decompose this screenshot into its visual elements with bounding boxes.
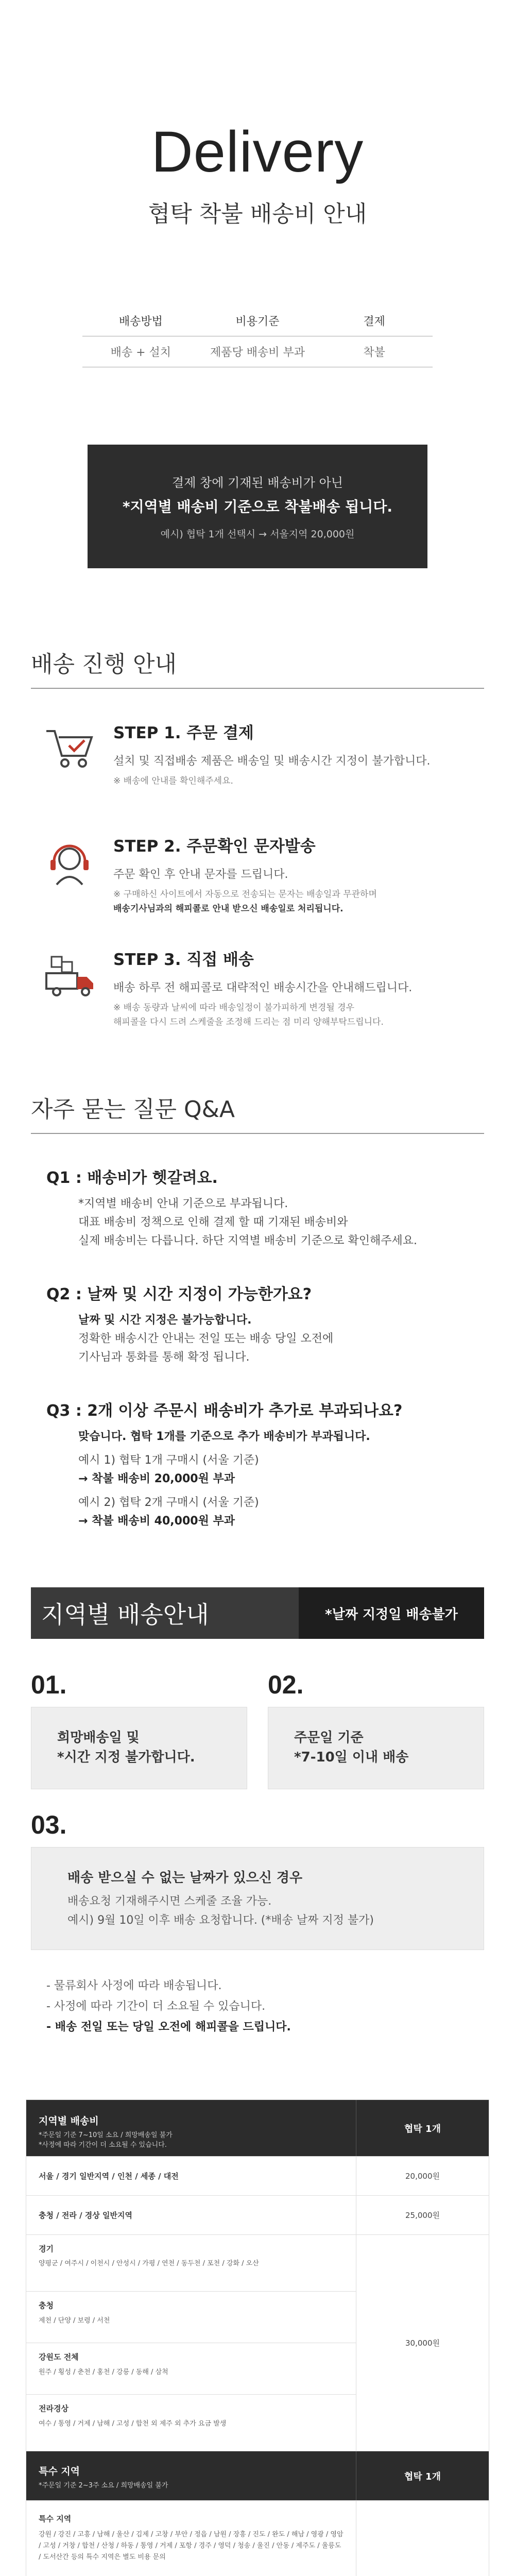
- summary-header-row: [82, 306, 433, 336]
- region-banner: [31, 1587, 484, 1639]
- process-title: 배송 진행 안내: [31, 651, 177, 677]
- price-row-1: [26, 2157, 489, 2196]
- region-card-1-l1: 희망배송일 및: [57, 1730, 140, 1745]
- special-head-l2: *주문일 기준 2~3주 소요 / 희망배송일 불가: [39, 2482, 168, 2489]
- region-card-2-l2: *7-10일 이내 배송: [294, 1750, 409, 1765]
- region-card-3: [31, 1810, 484, 1950]
- notice-line-3: 예시) 협탁 1개 선택시 → 서울지역 20,000원: [160, 529, 355, 540]
- region-card-1: [31, 1670, 247, 1789]
- group-gyeonggi: [26, 2235, 356, 2292]
- summary-table: [82, 306, 433, 367]
- faq-q1-a2: 대표 배송비 정책으로 인해 결제 할 때 기재된 배송비와: [78, 1216, 348, 1229]
- faq-q2-answer: [78, 1311, 515, 1367]
- special-desc: 강원 / 강진 / 고흥 / 남해 / 울산 / 김제 / 고창 / 부안 / 정읍 / 남원 / 장흥 / 진도 / 완도 / 해남 / 영광 / 영암 / 고성 / 거창 / 합천 / 산청 / 하동 / 통영 / 거제 / 포항 / 경주 / 영덕 / 청송 / 울진 / 안동 / 제주도 / 울릉도 / 도서산간 등의 특수 지역은 별도 비용 문의: [39, 2531, 344, 2561]
- faq-divider: [31, 1133, 484, 1134]
- faq-q1-a1: *지역별 배송비 안내 기준으로 부과됩니다.: [78, 1197, 288, 1210]
- special-head-l1: 특수 지역: [39, 2466, 80, 2477]
- faq-q3-example-2-result: → 착불 배송비 40,000원 부과: [78, 1515, 235, 1528]
- region-card-1-l2: *시간 지정 불가합니다.: [57, 1750, 195, 1765]
- page-header: [0, 0, 515, 228]
- region-card-1-num: 01.: [31, 1670, 67, 1699]
- faq-q3-question: Q3 : 2개 이상 주문시 배송비가 추가로 부과되나요?: [46, 1402, 403, 1420]
- summary-header-cost: 비용기준: [199, 306, 316, 336]
- price-row-1-value: 20,000원: [356, 2157, 489, 2195]
- group-gangwon-desc: 원주 / 횡성 / 춘천 / 홍천 / 강릉 / 동해 / 삼척: [39, 2368, 168, 2376]
- region-card-3-l3: 예시) 9월 10일 이후 배송 요청합니다. (*배송 날짜 지정 불가): [67, 1914, 374, 1927]
- step-3-note-2: 해피콜을 다시 드려 스케줄을 조정해 드리는 점 미리 양해부탁드립니다.: [113, 1017, 384, 1027]
- step-1-desc: 설치 및 직접배송 제품은 배송일 및 배송시간 지정이 불가합니다.: [113, 755, 431, 768]
- region-cards-row: [31, 1670, 484, 1789]
- special-row: [26, 2501, 489, 2576]
- step-2-title: STEP 2. 주문확인 문자발송: [113, 837, 316, 856]
- faq-q1-question: Q1 : 배송비가 헷갈려요.: [46, 1169, 218, 1187]
- step-1-note: ※ 배송에 안내를 확인해주세요.: [113, 776, 233, 786]
- special-value: [356, 2501, 489, 2576]
- group-gyeonggi-desc: 양평군 / 여주시 / 이천시 / 안성시 / 가평 / 연천 / 동두천 / 포천 / 강화 / 오산: [39, 2260, 259, 2267]
- region-card-3-l1: 배송 받으실 수 없는 날짜가 있으신 경우: [67, 1870, 303, 1886]
- special-cell: [26, 2501, 356, 2576]
- faq-q1-a3: 실제 배송비는 다릅니다. 하단 지역별 배송비 기준으로 확인해주세요.: [78, 1234, 417, 1247]
- headset-icon: [31, 833, 108, 921]
- group-gyeonggi-title: 경기: [39, 2244, 54, 2253]
- summary-cost: 제품당 배송비 부과: [199, 336, 316, 367]
- region-card-1-body: [31, 1707, 247, 1789]
- region-card-2: [268, 1670, 484, 1789]
- special-title: 특수 지역: [39, 2514, 72, 2523]
- region-badge: *날짜 지정일 배송불가: [299, 1587, 484, 1639]
- summary-payment: 착불: [316, 336, 433, 367]
- faq-q1: [46, 1165, 515, 1250]
- page-title: Delivery: [151, 120, 364, 184]
- truck-icon: [31, 946, 108, 1034]
- step-1: [31, 720, 515, 807]
- region-card-2-l1: 주문일 기준: [294, 1730, 364, 1745]
- faq-q1-answer: [78, 1195, 515, 1250]
- price-group-value: 30,000원: [356, 2235, 489, 2451]
- price-row-1-label: 서울 / 경기 일반지역 / 인천 / 세종 / 대전: [39, 2172, 179, 2181]
- price-head-l2: *주문일 기준 7~10일 소요 / 희망배송일 불가: [39, 2131, 173, 2139]
- region-note-1: - 물류회사 사정에 따라 배송됩니다.: [46, 1979, 222, 1992]
- faq-q2-a2: 정확한 배송시간 안내는 전일 또는 배송 당일 오전에: [78, 1332, 334, 1345]
- region-card-3-num: 03.: [31, 1810, 67, 1839]
- step-2-note: ※ 구매하신 사이트에서 자동으로 전송되는 문자는 배송일과 무관하며: [113, 889, 377, 900]
- faq-q3-a1: 맞습니다. 협탁 1개를 기준으로 추가 배송비가 부과됩니다.: [78, 1430, 370, 1443]
- price-head-l3: *사정에 따라 기간이 더 소요될 수 있습니다.: [39, 2141, 167, 2149]
- price-row-2: [26, 2196, 489, 2235]
- region-notes: [46, 1976, 515, 2038]
- notice-line-2: *지역별 배송비 기준으로 착불배송 됩니다.: [122, 498, 393, 515]
- step-3: [31, 946, 515, 1034]
- group-jeolla: [26, 2395, 356, 2450]
- faq-q3-answer: [78, 1428, 515, 1531]
- summary-header-payment: 결제: [316, 306, 433, 336]
- notice-line-1: 결제 창에 기재된 배송비가 아닌: [172, 476, 343, 490]
- faq-q2-a3: 기사님과 통화를 통해 확정 됩니다.: [78, 1351, 250, 1364]
- region-note-2: - 사정에 따라 기간이 더 소요될 수 있습니다.: [46, 2000, 266, 2013]
- region-title: 지역별 배송안내: [31, 1587, 299, 1639]
- step-2: [31, 833, 515, 921]
- step-3-title: STEP 3. 직접 배송: [113, 951, 254, 969]
- region-card-3-l2: 배송요청 기재해주시면 스케줄 조율 가능.: [67, 1895, 272, 1908]
- faq-q2: [46, 1281, 515, 1367]
- group-chungcheong-desc: 제천 / 단양 / 보령 / 서천: [39, 2317, 110, 2325]
- process-divider: [31, 688, 484, 689]
- step-2-desc: 주문 확인 후 안내 문자를 드립니다.: [113, 868, 288, 881]
- region-note-3: - 배송 전일 또는 당일 오전에 해피콜을 드립니다.: [46, 2021, 291, 2033]
- faq-q3-example-1-result: → 착불 배송비 20,000원 부과: [78, 1472, 235, 1485]
- faq-q2-a1: 날짜 및 시간 지정은 불가능합니다.: [78, 1314, 252, 1327]
- price-group-list: [26, 2235, 356, 2451]
- price-head-l1: 지역별 배송비: [39, 2115, 99, 2127]
- special-header: [26, 2451, 489, 2501]
- step-1-title: STEP 1. 주문 결제: [113, 724, 254, 742]
- group-chungcheong: [26, 2292, 356, 2343]
- price-row-2-label: 충청 / 전라 / 경상 일반지역: [39, 2211, 132, 2220]
- faq-q3: [46, 1398, 515, 1531]
- step-3-note: ※ 배송 동량과 날씨에 따라 배송일정이 불가피하게 변경될 경우: [113, 1003, 355, 1013]
- group-jeolla-desc: 여수 / 통영 / 거제 / 남해 / 고성 / 합천 외 제주 외 추가 요금 발생: [39, 2420, 227, 2428]
- step-2-note-2: 배송기사님과의 해피콜로 안내 받으신 배송일로 처리됩니다.: [113, 904, 344, 914]
- page-subtitle: 협탁 착불 배송비 안내: [148, 201, 367, 227]
- group-gangwon: [26, 2343, 356, 2395]
- price-row-2-value: 25,000원: [356, 2196, 489, 2234]
- region-card-2-num: 02.: [268, 1670, 304, 1699]
- faq-q2-question: Q2 : 날짜 및 시간 지정이 가능한가요?: [46, 1285, 312, 1303]
- summary-body-row: [82, 336, 433, 367]
- faq-q3-example-2: 예시 2) 협탁 2개 구매시 (서울 기준): [78, 1496, 259, 1509]
- summary-header-method: 배송방법: [82, 306, 199, 336]
- faq-q3-example-1: 예시 1) 협탁 1개 구매시 (서울 기준): [78, 1454, 259, 1467]
- group-chungcheong-title: 충청: [39, 2301, 54, 2310]
- cart-check-icon: [31, 720, 108, 807]
- faq-section: [0, 1091, 515, 1531]
- group-gangwon-title: 강원도 전체: [39, 2352, 79, 2362]
- region-card-2-body: [268, 1707, 484, 1789]
- faq-title: 자주 묻는 질문 Q&A: [31, 1096, 235, 1123]
- region-card-3-body: [31, 1847, 484, 1950]
- price-head-r: 협탁 1개: [356, 2100, 489, 2156]
- special-head-r: 협탁 1개: [356, 2451, 489, 2500]
- step-3-desc: 배송 하루 전 해피콜로 대략적인 배송시간을 안내해드립니다.: [113, 981, 413, 994]
- price-table-header: [26, 2100, 489, 2157]
- price-group-row: [26, 2235, 489, 2451]
- shipping-notice-box: [88, 445, 427, 568]
- process-section: [0, 646, 515, 1034]
- summary-method: 배송 + 설치: [82, 336, 199, 367]
- price-table: [26, 2099, 489, 2576]
- group-jeolla-title: 전라경상: [39, 2404, 68, 2413]
